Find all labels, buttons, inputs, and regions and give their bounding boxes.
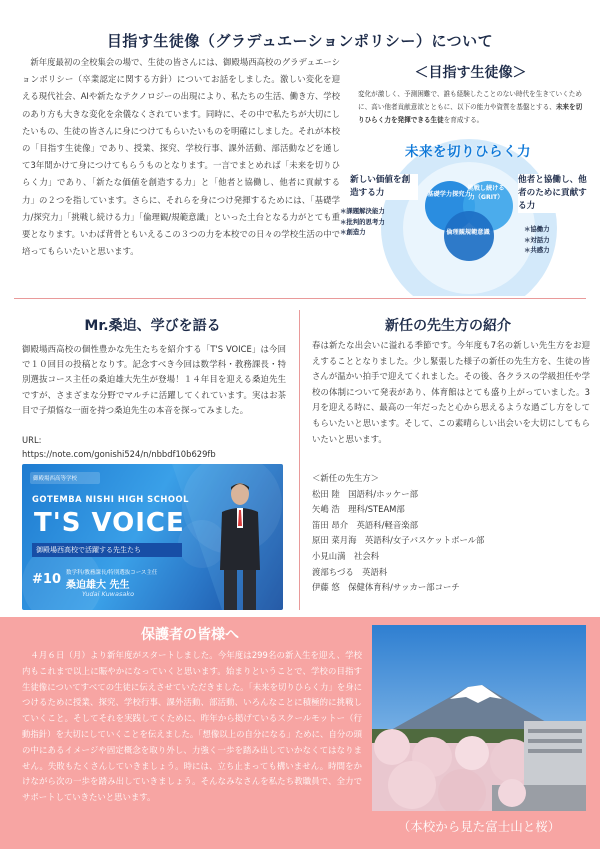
policy-left-heading: 新しい価値を創造する力 bbox=[350, 174, 418, 200]
policy-lead: 変化が激しく、予測困難で、誰も経験したことのない時代を生きていくために、高い他者貢献意欲とともに、以下の能力や資質を基盤とする、 bbox=[358, 90, 582, 111]
url-link[interactable]: https://note.com/gonishi524/n/nbbdf10b629fb bbox=[22, 449, 216, 459]
teacher-item: 原田 菜月海 英語科/女子バスケットボール部 bbox=[312, 535, 485, 546]
ts-voice-banner bbox=[22, 464, 283, 610]
photo-caption: （本校から見た富士山と桜） bbox=[397, 819, 561, 834]
right-item: ＊対話力 bbox=[524, 235, 550, 244]
policy-emphasis: 未来を切りひらく力を発揮できる生徒 bbox=[358, 103, 583, 124]
left-item: ＊課題解決能力 bbox=[340, 207, 385, 215]
teacher-item: 伊藤 悠 保健体育科/サッカー部コーチ bbox=[312, 582, 460, 593]
banner-school-en: GOTEMBA NISHI HIGH SCHOOL bbox=[32, 494, 189, 504]
teacher-item: 小見山満 社会科 bbox=[312, 550, 379, 561]
new-teachers-text: 春は新たな出会いに溢れる季節です。今年度も7名の新しい先生方をお迎えすることとなりました。少し緊張した様子の新任の先生方を、生徒の皆さんが温かい拍手で迎えてくれました。その後、各クラスの学級担任や学校の体制について発表があり、体育館はとても盛り上がっていました。3月を迎える時に、最高の一年だったと心から思えるような過ごし方をしてもらいたいと思います。そして、この素晴らしい出会いを大切にしてもらいたいと思います。 bbox=[312, 340, 590, 444]
teacher-item: 渡部ちづる 英語科 bbox=[312, 566, 388, 577]
policy-banner: 未来を切りひらく力 bbox=[405, 144, 531, 160]
policy-title: ＜目指す生徒像＞ bbox=[414, 65, 527, 81]
teacher-item: 矢嶋 浩 理科/STEAM部 bbox=[312, 504, 405, 515]
right-item: ＊協働力 bbox=[524, 225, 550, 233]
section-divider bbox=[14, 298, 586, 299]
new-teachers-title: 新任の先生方の紹介 bbox=[385, 318, 511, 334]
mr-text: 御殿場西高校の個性豊かな先生たちを紹介する「T'S VOICE」は今回で１０回目の投稿となりす。記念すべき今回は数学科・教務課長・特別選抜コース主任の桑迫雄大先生が登場！１４年目を迎える桑迫先生ですが、さまざまな分野でマルチに活躍してくれています。実はお茶目で子煩悩な一面を持つ桑迫先生の本音を探ってみました。 bbox=[22, 344, 286, 415]
policy-right-heading: 他者と協働し、他者のために貢献する力 bbox=[518, 174, 594, 213]
fuji-sakura-photo bbox=[372, 625, 586, 811]
right-item: ＊共感力 bbox=[524, 246, 550, 254]
left-item: ＊批判的思考力 bbox=[340, 217, 385, 226]
page-title: 目指す生徒像（グラデュエーションポリシー）について bbox=[106, 32, 494, 50]
teacher-item: 笛田 昂介 英語科/軽音楽部 bbox=[312, 519, 418, 530]
teacher-list bbox=[312, 471, 590, 596]
mr-url-block bbox=[22, 433, 286, 461]
teacher-item: 松田 陸 国語科/ホッケー部 bbox=[312, 488, 418, 499]
left-item: ＊創造力 bbox=[340, 228, 366, 236]
banner-sub: 御殿場西高校で活躍する先生たち bbox=[32, 543, 182, 557]
fuji-sakura-image bbox=[372, 625, 586, 811]
circle-a-label: 基礎学力探究力 bbox=[427, 191, 471, 198]
banner-name: 桑迫雄大 先生 bbox=[66, 580, 130, 591]
banner-num: #10 bbox=[32, 572, 61, 587]
circle-c-label: 倫理観規範意識 bbox=[446, 229, 490, 236]
banner-school-small: 御殿場西高等学校 bbox=[30, 472, 100, 484]
banner-big-title: T'S VOICE bbox=[34, 508, 185, 538]
teacher-list-title: ＜新任の先生方＞ bbox=[312, 473, 379, 483]
url-label: URL: bbox=[22, 435, 42, 445]
intro-text: 新年度最初の全校集会の場で、生徒の皆さんには、御殿場西高校のグラデュエーションポリシー（卒業認定に関する方針）についてお話をしました。激しい変化を迎える現代社会、AIや新たなテクノロジーの出現により、私たちの生活、働き方、学校のあり方も大きな変化を余儀なくされています。同時に、その中で私たちが大切にしたいもの、生徒の皆さんに身につけてもらいたいものを明確にしました。それが本校の「目指す生徒像」であり、授業、探究、学校行事、課外活動、部活動などを通して3年間かけて身につけてもらうものとなります。一言でまとめれば「未来を切りひらく力」であり、「新たな価値を創造する力」と「他者と協働し、他者に貢献する力」の２つを指しています。さらに、それらを身につけ発揮するためには、「基礎学力/探究力」「挑戦し続ける力」「倫理観/規範意識」といった土台となる力がとても重要となります。いわば背骨ともいえるこの３つの力を本校での日々の学校生活の中で培ってもらいたいと思います。 bbox=[22, 57, 340, 257]
parents-text: ４月６日（月）より新年度がスタートしました。今年度は299名の新入生を迎え、学校内もこれまで以上に賑やかになっていくと思います。始まりということで、学校の目指す生徒像についてすべての生徒に伝えさせていただきました。「未来を切りひらく力」を身につけるために授業、探究、学校行事、課外活動、部活動、いろんなことに積極的に挑戦していくこと。そしてそれを実践してくために、昨年から掲げているスクールモットー（行動指針）を大切にしていくことを伝えました。「想像以上の自分になる」ために、自分の頭の中にあるイメージや固定概念を取り外し、力強く一歩を踏み出していかなくてはなりません。失敗もたくさんしていきましょう。時には、立ち止まっても構いません。時間をかけながら次の一歩を踏み出していきましょう。そんなみなさんを私たち教職員で、全力でサポートしていきたいと思います。 bbox=[22, 650, 362, 803]
policy-text bbox=[358, 88, 586, 127]
mr-title: Mr.桑迫、学びを語る bbox=[84, 318, 221, 334]
banner-role: 数学科/教務課長/特別選抜コース主任 bbox=[66, 570, 158, 576]
policy-tail: を育成する。 bbox=[443, 116, 484, 124]
teacher-photo bbox=[212, 478, 268, 610]
column-divider bbox=[299, 310, 300, 610]
parents-title: 保護者の皆様へ bbox=[141, 627, 239, 643]
circle-b-label: 挑戦し続ける力（GRIT） bbox=[467, 185, 505, 201]
banner-name-en: Yudai Kuwasako bbox=[82, 590, 135, 598]
policy-right-items bbox=[524, 224, 584, 256]
policy-left-items bbox=[340, 206, 414, 238]
